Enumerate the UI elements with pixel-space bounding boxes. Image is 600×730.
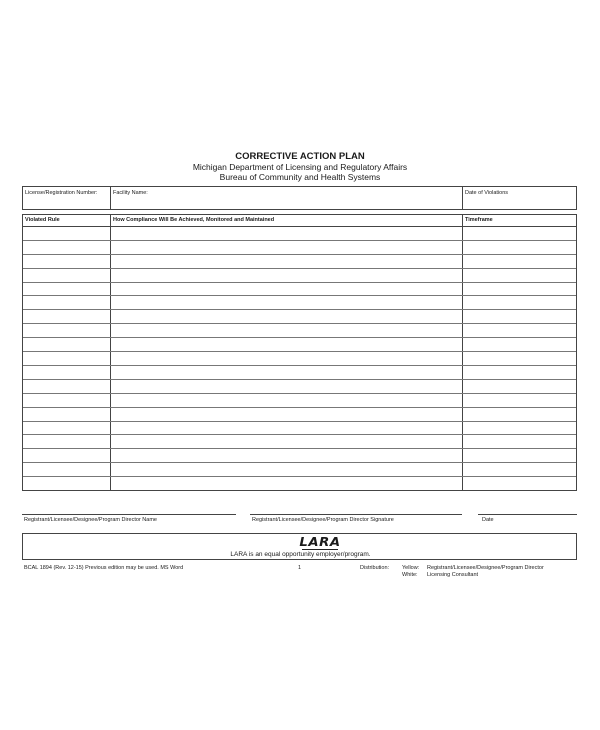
distribution-yellow-label: Yellow: — [402, 565, 420, 571]
logo-underline — [302, 549, 338, 550]
column-header-timeframe: Timeframe — [465, 217, 493, 223]
date-signature-line[interactable] — [478, 514, 577, 515]
license-number-field[interactable] — [23, 187, 111, 209]
table-row-line — [23, 476, 576, 477]
bureau-name: Bureau of Community and Health Systems — [219, 172, 381, 182]
table-row-line — [23, 323, 576, 324]
table-row-line — [23, 351, 576, 352]
distribution-white-recipient: Licensing Consultant — [427, 572, 479, 578]
table-row-line — [23, 365, 576, 366]
table-row-line — [23, 309, 576, 310]
name-signature-line[interactable] — [22, 514, 236, 515]
table-row-line — [23, 379, 576, 380]
equal-opportunity-statement: LARA is an equal opportunity employer/program. — [230, 551, 371, 558]
table-row-line — [23, 240, 576, 241]
facility-name-field[interactable] — [111, 187, 463, 209]
table-row-line — [23, 448, 576, 449]
column-header-compliance: How Compliance Will Be Achieved, Monitored and Maintained — [113, 217, 275, 223]
table-row-line — [23, 393, 576, 394]
lara-logo-text: LARA — [299, 535, 341, 549]
distribution-yellow-recipient: Registrant/Licensee/Designee/Program Director — [427, 565, 544, 571]
distribution-label: Distribution: — [360, 565, 390, 571]
director-signature-label: Registrant/Licensee/Designee/Program Director Signature — [252, 517, 394, 523]
signature-date-label: Date — [482, 517, 494, 523]
table-header — [23, 215, 576, 227]
table-row-line — [23, 434, 576, 435]
table-row-line — [23, 268, 576, 269]
lara-logo — [290, 536, 350, 552]
lara-footer-box — [22, 533, 577, 560]
table-row-line — [23, 254, 576, 255]
corrective-action-table — [22, 214, 577, 491]
date-of-violations-field[interactable] — [463, 187, 576, 209]
table-row-line — [23, 407, 576, 408]
facility-info-box — [22, 186, 577, 210]
table-row-line — [23, 462, 576, 463]
table-row-line — [23, 282, 576, 283]
date-of-violations-label: Date of Violations — [465, 190, 509, 196]
director-name-label: Registrant/Licensee/Designee/Program Director Name — [24, 517, 157, 523]
license-number-label: License/Registration Number: — [25, 190, 98, 196]
facility-name-label: Facility Name: — [113, 190, 148, 196]
table-row-line — [23, 295, 576, 296]
table-row-line — [23, 421, 576, 422]
department-name: Michigan Department of Licensing and Regulatory Affairs — [192, 162, 408, 172]
page-number: 1 — [298, 565, 302, 571]
column-header-violated-rule: Violated Rule — [25, 217, 60, 223]
form-title: CORRECTIVE ACTION PLAN — [235, 151, 365, 162]
table-row-line — [23, 337, 576, 338]
signature-line[interactable] — [250, 514, 462, 515]
distribution-white-label: White: — [402, 572, 418, 578]
form-identifier: BCAL 1894 (Rev. 12-15) Previous edition may be used. MS Word — [24, 565, 184, 571]
